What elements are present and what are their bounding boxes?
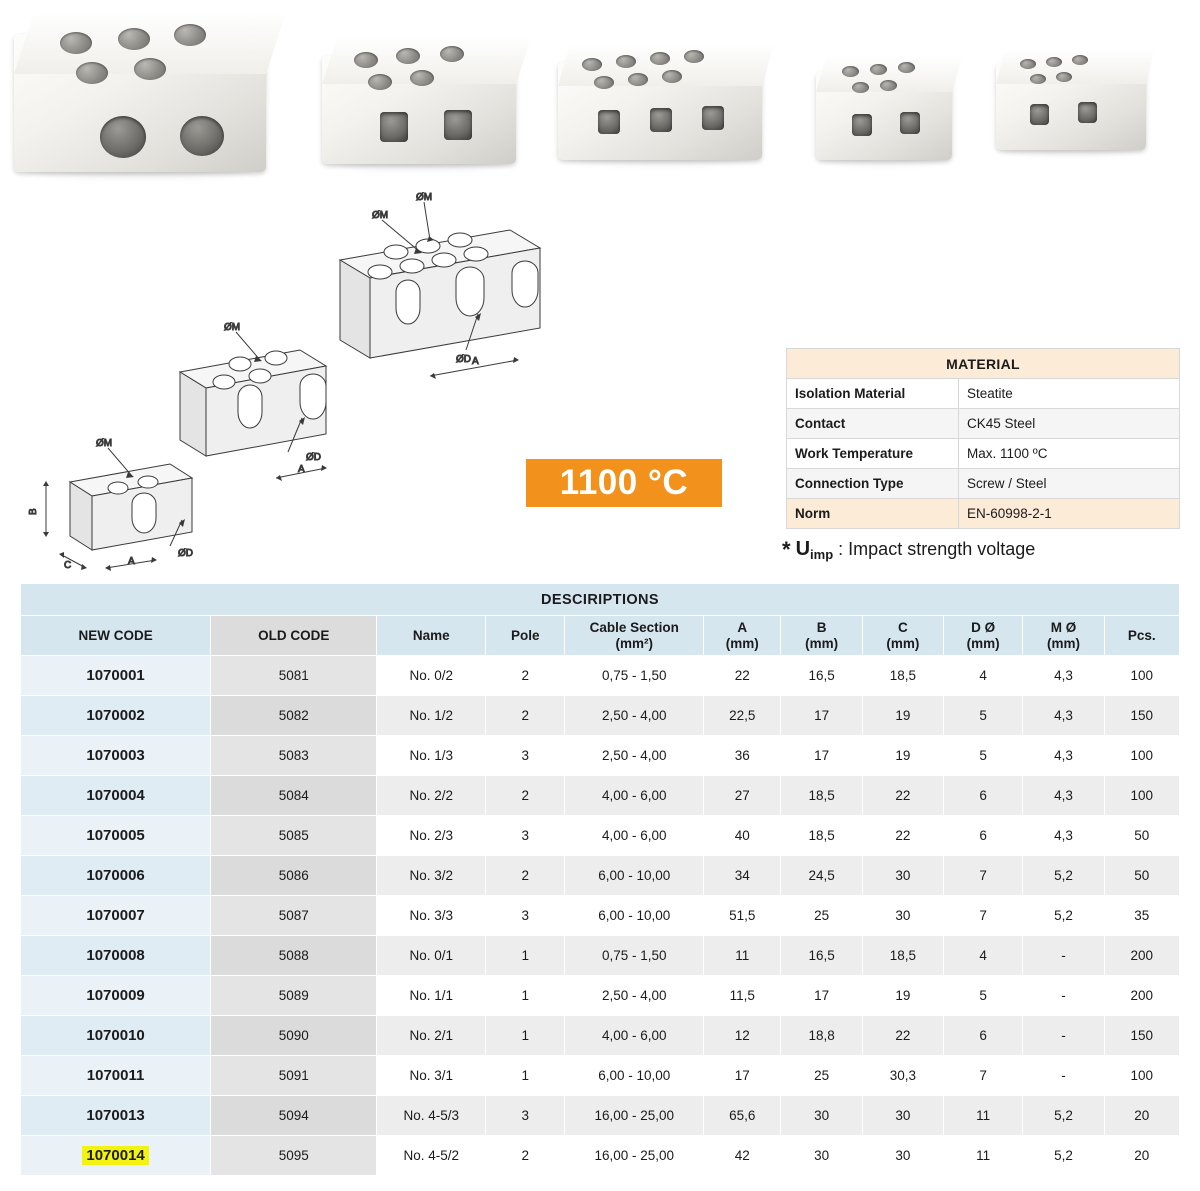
cell-old-code: 5085 <box>211 816 377 856</box>
table-row <box>21 816 1180 856</box>
table-row <box>21 696 1180 736</box>
product-photo <box>816 56 952 160</box>
cell-name: No. 4-5/2 <box>377 1136 486 1176</box>
cell-old-code: 5087 <box>211 896 377 936</box>
cell-name: No. 3/1 <box>377 1056 486 1096</box>
screw-hole-icon <box>1072 55 1088 65</box>
material-value: Screw / Steel <box>959 469 1180 499</box>
cell-c: 22 <box>862 816 943 856</box>
table-row <box>21 1096 1180 1136</box>
cell-name: No. 0/1 <box>377 936 486 976</box>
svg-text:A: A <box>128 556 135 567</box>
cell-cable-section: 6,00 - 10,00 <box>565 856 704 896</box>
cell-a: 42 <box>704 1136 781 1176</box>
screw-hole-icon <box>1030 74 1046 84</box>
cell-old-code: 5095 <box>211 1136 377 1176</box>
cell-b: 18,5 <box>781 816 862 856</box>
spec-header-row <box>21 616 1180 656</box>
cell-name: No. 2/3 <box>377 816 486 856</box>
cable-entry-icon <box>1078 102 1097 123</box>
material-key: Isolation Material <box>787 379 959 409</box>
cell-new-code: 1070005 <box>21 816 211 856</box>
cell-a: 12 <box>704 1016 781 1056</box>
cell-b: 16,5 <box>781 656 862 696</box>
table-row <box>21 936 1180 976</box>
table-row <box>21 736 1180 776</box>
cell-new-code: 1070009 <box>21 976 211 1016</box>
cell-pcs: 150 <box>1104 1016 1179 1056</box>
cell-pole: 1 <box>486 976 565 1016</box>
col-header-c-unit: (mm) <box>886 635 920 651</box>
screw-hole-icon <box>1020 59 1036 69</box>
col-header-d-diameter <box>944 616 1023 656</box>
cell-pcs: 20 <box>1104 1096 1179 1136</box>
cell-b: 17 <box>781 976 862 1016</box>
cell-m: 4,3 <box>1023 656 1104 696</box>
screw-hole-icon <box>60 32 92 54</box>
cell-old-code: 5081 <box>211 656 377 696</box>
material-row <box>787 499 1180 529</box>
col-header-c <box>862 616 943 656</box>
cell-d: 6 <box>944 816 1023 856</box>
col-header-cable-section-label: Cable Section <box>589 619 679 635</box>
spec-title: DESCIRIPTIONS <box>21 584 1180 616</box>
svg-text:B: B <box>28 508 39 515</box>
screw-hole-icon <box>134 58 166 80</box>
screw-hole-icon <box>582 58 602 71</box>
cell-cable-section: 4,00 - 6,00 <box>565 1016 704 1056</box>
cell-pole: 3 <box>486 1096 565 1136</box>
cell-d: 4 <box>944 656 1023 696</box>
col-header-pole: Pole <box>486 616 565 656</box>
uimp-subscript: imp <box>810 547 834 562</box>
cell-new-code: 1070010 <box>21 1016 211 1056</box>
technical-drawings <box>20 190 760 575</box>
cell-b: 18,8 <box>781 1016 862 1056</box>
cell-new-code: 1070013 <box>21 1096 211 1136</box>
cell-b: 30 <box>781 1136 862 1176</box>
cell-m: - <box>1023 976 1104 1016</box>
product-photo <box>14 10 266 172</box>
cell-old-code: 5086 <box>211 856 377 896</box>
cell-pole: 1 <box>486 936 565 976</box>
screw-hole-icon <box>76 62 108 84</box>
uimp-text: Impact strength voltage <box>848 539 1036 559</box>
cell-old-code: 5091 <box>211 1056 377 1096</box>
screw-hole-icon <box>852 82 869 93</box>
cell-old-code: 5089 <box>211 976 377 1016</box>
cell-pcs: 35 <box>1104 896 1179 936</box>
cell-cable-section: 6,00 - 10,00 <box>565 1056 704 1096</box>
cable-entry-icon <box>100 116 146 158</box>
table-row <box>21 1056 1180 1096</box>
cell-pole: 3 <box>486 896 565 936</box>
col-header-name: Name <box>377 616 486 656</box>
cell-a: 27 <box>704 776 781 816</box>
cell-pcs: 100 <box>1104 776 1179 816</box>
col-header-a <box>704 616 781 656</box>
cell-m: 4,3 <box>1023 696 1104 736</box>
cell-cable-section: 2,50 - 4,00 <box>565 736 704 776</box>
svg-text:ØD: ØD <box>178 548 193 559</box>
cell-old-code: 5084 <box>211 776 377 816</box>
cell-pcs: 100 <box>1104 736 1179 776</box>
col-header-m-diameter <box>1023 616 1104 656</box>
cell-new-code: 1070001 <box>21 656 211 696</box>
cell-d: 4 <box>944 936 1023 976</box>
screw-hole-icon <box>650 52 670 65</box>
svg-text:ØM: ØM <box>224 322 241 333</box>
cell-m: 5,2 <box>1023 856 1104 896</box>
col-header-pcs: Pcs. <box>1104 616 1179 656</box>
screw-hole-icon <box>594 76 614 89</box>
cell-c: 18,5 <box>862 936 943 976</box>
screw-hole-icon <box>870 64 887 75</box>
cell-pcs: 20 <box>1104 1136 1179 1176</box>
cell-m: 4,3 <box>1023 776 1104 816</box>
cell-a: 22 <box>704 656 781 696</box>
screw-hole-icon <box>1056 72 1072 82</box>
cable-entry-icon <box>1030 104 1049 125</box>
cell-new-code: 1070011 <box>21 1056 211 1096</box>
col-header-b-label: B <box>816 619 827 635</box>
table-row <box>21 856 1180 896</box>
cell-pcs: 150 <box>1104 696 1179 736</box>
cell-pcs: 50 <box>1104 816 1179 856</box>
cell-a: 51,5 <box>704 896 781 936</box>
cell-cable-section: 16,00 - 25,00 <box>565 1136 704 1176</box>
product-photo-strip <box>0 0 1200 190</box>
screw-hole-icon <box>684 50 704 63</box>
col-header-m-unit: (mm) <box>1046 635 1080 651</box>
cell-b: 30 <box>781 1096 862 1136</box>
cell-a: 22,5 <box>704 696 781 736</box>
cell-cable-section: 0,75 - 1,50 <box>565 936 704 976</box>
cell-d: 5 <box>944 976 1023 1016</box>
cell-m: 4,3 <box>1023 816 1104 856</box>
cell-a: 34 <box>704 856 781 896</box>
material-row <box>787 469 1180 499</box>
spec-table-body <box>21 656 1180 1176</box>
material-header-row <box>787 349 1180 379</box>
cell-cable-section: 4,00 - 6,00 <box>565 816 704 856</box>
screw-hole-icon <box>616 55 636 68</box>
uimp-note <box>782 537 1035 563</box>
highlighted-new-code: 1070014 <box>82 1146 148 1165</box>
cell-new-code: 1070006 <box>21 856 211 896</box>
cell-new-code: 1070002 <box>21 696 211 736</box>
cell-b: 17 <box>781 736 862 776</box>
screw-hole-icon <box>440 46 464 62</box>
cell-new-code: 1070007 <box>21 896 211 936</box>
screw-hole-icon <box>174 24 206 46</box>
cable-entry-icon <box>650 108 672 132</box>
table-row <box>21 1136 1180 1176</box>
material-key: Work Temperature <box>787 439 959 469</box>
cell-b: 24,5 <box>781 856 862 896</box>
cell-m: - <box>1023 1056 1104 1096</box>
cell-d: 6 <box>944 776 1023 816</box>
cell-new-code: 1070003 <box>21 736 211 776</box>
cell-c: 22 <box>862 1016 943 1056</box>
screw-hole-icon <box>396 48 420 64</box>
material-key: Connection Type <box>787 469 959 499</box>
material-value: Steatite <box>959 379 1180 409</box>
col-header-cable-section-unit: (mm²) <box>615 635 654 651</box>
col-header-b <box>781 616 862 656</box>
cell-d: 11 <box>944 1136 1023 1176</box>
cell-a: 40 <box>704 816 781 856</box>
cell-c: 30 <box>862 856 943 896</box>
material-row <box>787 409 1180 439</box>
cell-pcs: 200 <box>1104 936 1179 976</box>
cell-pole: 2 <box>486 656 565 696</box>
cell-c: 19 <box>862 696 943 736</box>
screw-hole-icon <box>842 66 859 77</box>
cell-c: 18,5 <box>862 656 943 696</box>
temperature-badge: 1100 °C <box>526 459 722 507</box>
table-row <box>21 656 1180 696</box>
cell-m: - <box>1023 1016 1104 1056</box>
cell-d: 7 <box>944 896 1023 936</box>
cell-old-code: 5083 <box>211 736 377 776</box>
cell-c: 19 <box>862 976 943 1016</box>
svg-text:C: C <box>64 560 72 571</box>
cell-d: 5 <box>944 736 1023 776</box>
cell-pole: 2 <box>486 696 565 736</box>
cell-old-code: 5090 <box>211 1016 377 1056</box>
cell-m: 4,3 <box>1023 736 1104 776</box>
product-photo <box>558 44 762 160</box>
material-row <box>787 439 1180 469</box>
cell-b: 25 <box>781 1056 862 1096</box>
col-header-d-unit: (mm) <box>966 635 1000 651</box>
screw-hole-icon <box>118 28 150 50</box>
cable-entry-icon <box>180 116 224 156</box>
screw-hole-icon <box>880 80 897 91</box>
cell-c: 22 <box>862 776 943 816</box>
cell-b: 16,5 <box>781 936 862 976</box>
material-table <box>786 348 1180 529</box>
cell-pole: 3 <box>486 736 565 776</box>
cell-name: No. 0/2 <box>377 656 486 696</box>
product-photo <box>322 36 516 164</box>
cell-pole: 2 <box>486 1136 565 1176</box>
cell-d: 11 <box>944 1096 1023 1136</box>
svg-text:ØM: ØM <box>96 438 113 449</box>
cell-b: 25 <box>781 896 862 936</box>
cell-new-code: 1070004 <box>21 776 211 816</box>
cell-d: 5 <box>944 696 1023 736</box>
svg-text:ØD: ØD <box>306 452 321 463</box>
cell-new-code <box>21 1136 211 1176</box>
cable-entry-icon <box>702 106 724 130</box>
table-row <box>21 1016 1180 1056</box>
col-header-c-label: C <box>897 619 908 635</box>
cell-name: No. 4-5/3 <box>377 1096 486 1136</box>
cell-old-code: 5082 <box>211 696 377 736</box>
cell-c: 30 <box>862 1096 943 1136</box>
col-header-m-label: M Ø <box>1050 619 1077 635</box>
screw-hole-icon <box>354 52 378 68</box>
svg-text:ØD: ØD <box>456 354 471 365</box>
cell-name: No. 3/2 <box>377 856 486 896</box>
cell-c: 30,3 <box>862 1056 943 1096</box>
cell-b: 18,5 <box>781 776 862 816</box>
cell-name: No. 2/1 <box>377 1016 486 1056</box>
col-header-cable-section <box>565 616 704 656</box>
col-header-a-unit: (mm) <box>725 635 759 651</box>
cell-m: 5,2 <box>1023 1136 1104 1176</box>
col-header-d-label: D Ø <box>971 619 996 635</box>
cable-entry-icon <box>852 114 872 136</box>
uimp-symbol: U <box>795 538 811 560</box>
cell-pcs: 100 <box>1104 1056 1179 1096</box>
cell-pcs: 50 <box>1104 856 1179 896</box>
cell-pcs: 100 <box>1104 656 1179 696</box>
table-row <box>21 896 1180 936</box>
table-row <box>21 776 1180 816</box>
cell-cable-section: 16,00 - 25,00 <box>565 1096 704 1136</box>
material-header: MATERIAL <box>787 349 1180 379</box>
screw-hole-icon <box>898 62 915 73</box>
cell-a: 11 <box>704 936 781 976</box>
cell-m: - <box>1023 936 1104 976</box>
cell-cable-section: 0,75 - 1,50 <box>565 656 704 696</box>
cell-c: 30 <box>862 896 943 936</box>
cell-pole: 2 <box>486 856 565 896</box>
cell-old-code: 5094 <box>211 1096 377 1136</box>
cell-pcs: 200 <box>1104 976 1179 1016</box>
material-value: Max. 1100 ºC <box>959 439 1180 469</box>
col-header-a-label: A <box>737 619 748 635</box>
drawing-medium-2pole <box>180 322 327 481</box>
cell-pole: 2 <box>486 776 565 816</box>
cell-old-code: 5088 <box>211 936 377 976</box>
cell-a: 11,5 <box>704 976 781 1016</box>
cell-d: 7 <box>944 1056 1023 1096</box>
svg-text:A: A <box>472 356 479 367</box>
specification-table <box>20 583 1180 1176</box>
material-row <box>787 379 1180 409</box>
cell-b: 17 <box>781 696 862 736</box>
cable-entry-icon <box>598 110 620 134</box>
material-value: EN-60998-2-1 <box>959 499 1180 529</box>
product-photo <box>996 50 1146 150</box>
cell-a: 65,6 <box>704 1096 781 1136</box>
cell-pole: 3 <box>486 816 565 856</box>
cell-cable-section: 2,50 - 4,00 <box>565 696 704 736</box>
svg-text:ØM: ØM <box>416 192 433 203</box>
material-key: Contact <box>787 409 959 439</box>
dimension-drawing-svg <box>20 190 760 575</box>
asterisk-icon: * <box>782 537 791 562</box>
table-row <box>21 976 1180 1016</box>
cell-name: No. 1/2 <box>377 696 486 736</box>
cell-m: 5,2 <box>1023 896 1104 936</box>
screw-hole-icon <box>368 74 392 90</box>
cell-new-code: 1070008 <box>21 936 211 976</box>
svg-text:A: A <box>298 464 305 475</box>
svg-text:ØM: ØM <box>372 210 389 221</box>
cell-cable-section: 6,00 - 10,00 <box>565 896 704 936</box>
cable-entry-icon <box>380 112 408 142</box>
cell-m: 5,2 <box>1023 1096 1104 1136</box>
cell-a: 17 <box>704 1056 781 1096</box>
cell-name: No. 1/1 <box>377 976 486 1016</box>
material-key: Norm <box>787 499 959 529</box>
screw-hole-icon <box>410 70 434 86</box>
cell-name: No. 3/3 <box>377 896 486 936</box>
cell-name: No. 1/3 <box>377 736 486 776</box>
col-header-new-code: NEW CODE <box>21 616 211 656</box>
cell-name: No. 2/2 <box>377 776 486 816</box>
cell-pole: 1 <box>486 1016 565 1056</box>
screw-hole-icon <box>662 70 682 83</box>
screw-hole-icon <box>1046 57 1062 67</box>
drawing-large-3pole <box>340 192 540 379</box>
cell-c: 19 <box>862 736 943 776</box>
cell-a: 36 <box>704 736 781 776</box>
cell-cable-section: 2,50 - 4,00 <box>565 976 704 1016</box>
cell-pole: 1 <box>486 1056 565 1096</box>
drawing-small-block <box>28 438 193 571</box>
cell-cable-section: 4,00 - 6,00 <box>565 776 704 816</box>
screw-hole-icon <box>628 73 648 86</box>
col-header-old-code: OLD CODE <box>211 616 377 656</box>
uimp-colon: : <box>833 539 849 559</box>
cable-entry-icon <box>444 110 472 140</box>
material-value: CK45 Steel <box>959 409 1180 439</box>
cell-d: 7 <box>944 856 1023 896</box>
cable-entry-icon <box>900 112 920 134</box>
cell-d: 6 <box>944 1016 1023 1056</box>
col-header-b-unit: (mm) <box>805 635 839 651</box>
cell-c: 30 <box>862 1136 943 1176</box>
spec-title-row <box>21 584 1180 616</box>
